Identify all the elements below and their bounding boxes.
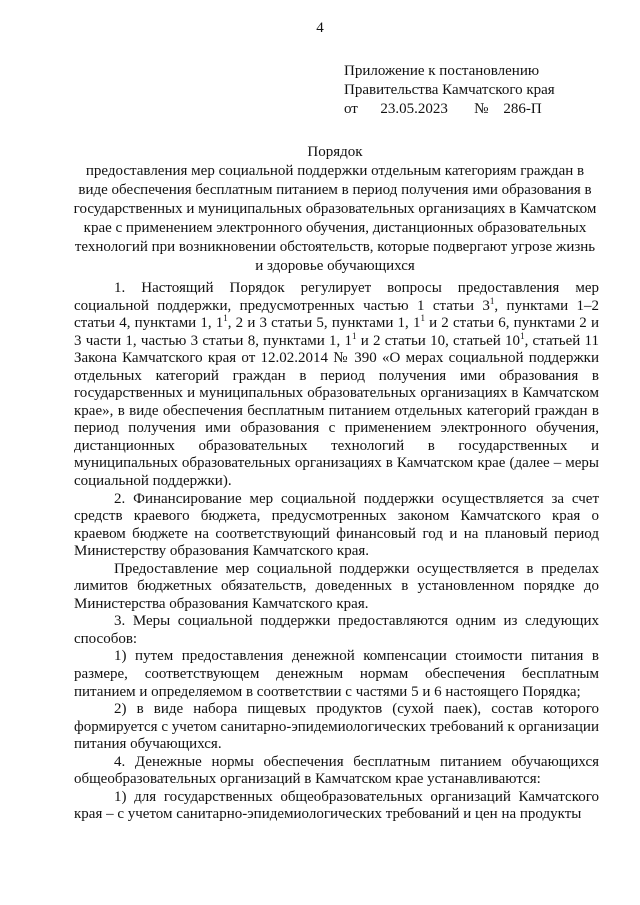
paragraph-8: 1) для государственных общеобразовательных организаций Камчатского края – с учетом санитарно-эпидемиологических требований и цен на продукты xyxy=(74,788,599,823)
superscript: 1 xyxy=(520,330,525,341)
superscript: 1 xyxy=(223,313,228,324)
appendix-line-1: Приложение к постановлению xyxy=(344,63,540,79)
paragraph-2: 2. Финансирование мер социальной поддержки осуществляется за счет средств краевого бюджета, предусмотренных законом Камчатского края о краевом бюджете на соответствующий финансовый год и на плановый период Министерству образования Камчатского края. xyxy=(74,490,599,560)
superscript: 1 xyxy=(420,313,425,324)
superscript: 1 xyxy=(351,330,357,341)
document-body xyxy=(74,280,599,824)
paragraph-5: 1) путем предоставления денежной компенсации стоимости питания в размере, соответствующем денежным нормам обеспечения бесплатным питанием и определяемом в соответствии с частями 5 и 6 настоящего Порядка; xyxy=(74,648,599,700)
paragraph-1-text-f: , статьей 11 Закона Камчатского края от 12.02.2014 № 390 «О мерах социальной поддержки отдельных категорий граждан в период получения ими образования в государственных и муниципальных образовательных организациях в Камчатском крае», в виде обеспечения бесплатным питанием отдельных категорий граждан в период получения ими образования с применением электронного обучения, дистанционных образовательных технологий в государственных и муниципальных образовательных организациях в Камчатском крае (далее – меры социальной поддержки). xyxy=(74,332,599,490)
document-title xyxy=(70,143,600,276)
paragraph-1-text-e: и 2 статьи 10, статьей 10 xyxy=(356,332,521,349)
paragraph-4: 3. Меры социальной поддержки предоставляются одним из следующих способов: xyxy=(74,613,599,647)
paragraph-1-text-c: , 2 и 3 статьи 5, пунктами 1, 1 xyxy=(227,315,421,332)
paragraph-1-text-d: и 2 статьи 6, пунктами 2 и 3 части 1, частью 3 статьи 8, пунктами 1, 1 xyxy=(74,315,599,349)
paragraph-1-text-a: 1. Настоящий Порядок регулирует вопросы предоставления мер социальной поддержки, предусмотренных частью 1 статьи 3 xyxy=(74,280,599,314)
title-subtitle: предоставления мер социальной поддержки отдельным категориям граждан в виде обеспечения бесплатным питанием в период получения ими образования в государственных и муниципальных образовательных организациях в Камчатском крае с применением электронного обучения, дистанционных образовательных технологий при возникновении обстоятельств, которые подвергают угрозе жизнь и здоровье обучающихся xyxy=(73,163,597,274)
title-heading: Порядок xyxy=(307,144,363,160)
paragraph-3: Предоставление мер социальной поддержки осуществляется в пределах лимитов бюджетных обязательств, доведенных в установленном порядке до Министерства образования Камчатского края. xyxy=(74,560,599,612)
appendix-block xyxy=(344,62,624,119)
appendix-line-2: Правительства Камчатского края xyxy=(344,82,555,98)
appendix-date-number: от 23.05.2023 № 286-П xyxy=(344,101,542,117)
paragraph-1-text-b: , пунктами 1–2 статьи 4, пунктами 1, 1 xyxy=(74,297,600,332)
paragraph-7: 4. Денежные нормы обеспечения бесплатным питанием обучающихся общеобразовательных организаций в Камчатском крае устанавливаются: xyxy=(74,753,599,788)
page-number: 4 xyxy=(316,20,324,36)
paragraph-6: 2) в виде набора пищевых продуктов (сухой паек), состав которого формируется с учетом санитарно-эпидемиологических требований к организации питания обучающихся. xyxy=(74,701,599,753)
paragraph-1 xyxy=(74,280,599,491)
superscript: 1 xyxy=(489,295,495,306)
